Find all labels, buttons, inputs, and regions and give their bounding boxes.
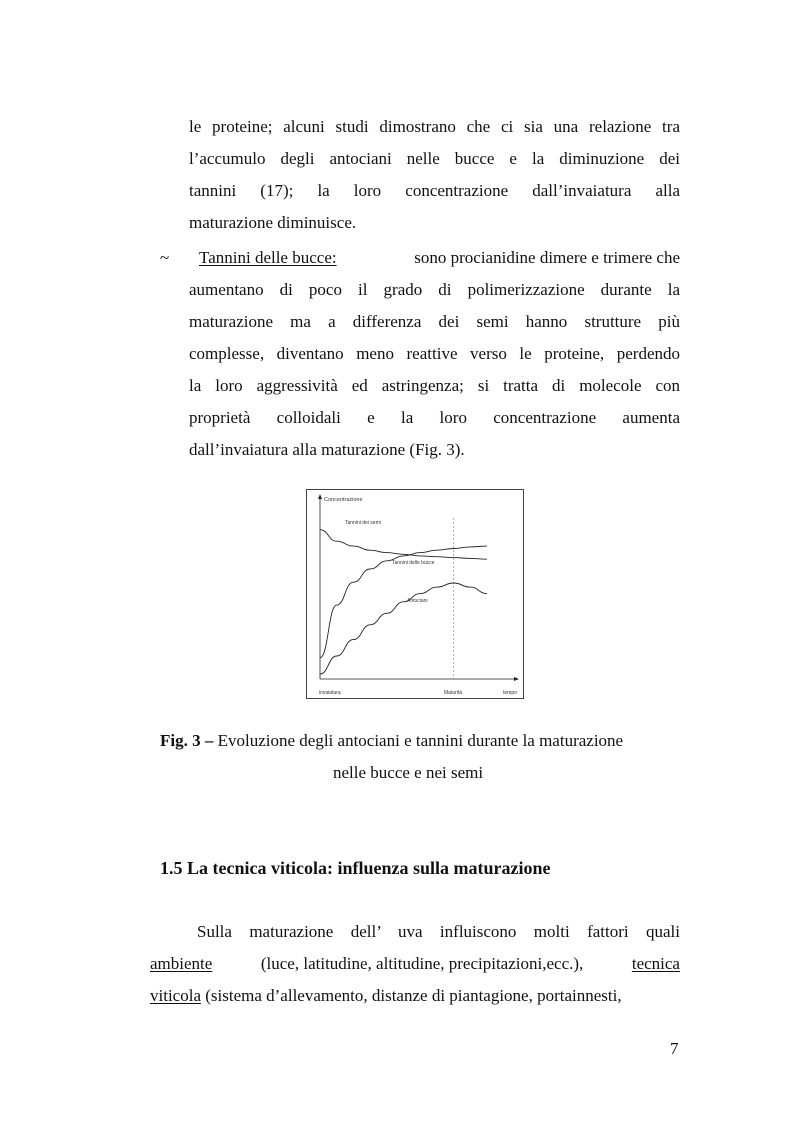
para2-line-6: proprietà colloidali e la loro concentrazione aumenta (189, 408, 680, 427)
para2-line-1-rest: sono procianidine dimere e trimere che (414, 248, 680, 267)
para1-line-2: l’accumulo degli antociani nelle bucce e la diminuzione dei (189, 149, 680, 168)
figure-caption-line-2: nelle bucce e nei semi (333, 763, 484, 782)
x-axis-arrow (514, 677, 519, 681)
para2-line-4: complesse, diventano meno reattive verso le proteine, perdendo (189, 344, 680, 363)
label-tannini-semi: Tannini dei semi (345, 520, 381, 526)
para3-line-3-rest: (sistema d’allevamento, distanze di piantagione, portainnesti, (200, 986, 622, 1005)
term-tannini-bucce: Tannini delle bucce: (199, 248, 337, 267)
term-tecnica: tecnica (631, 954, 680, 973)
chart-svg (307, 490, 523, 698)
para2-line-2: aumentano di poco il grado di polimerizzazione durante la (189, 280, 680, 299)
y-axis-arrow (318, 494, 322, 499)
bullet-symbol: ~ (160, 248, 170, 267)
para3-line-3 (150, 986, 680, 1006)
term-ambiente: ambiente (150, 954, 213, 973)
para1-line-1: le proteine; alcuni studi dimostrano che ci sia una relazione tra (189, 117, 680, 136)
para3-line-2-mid: (luce, latitudine, altitudine, precipitazioni,ecc.), (256, 954, 588, 973)
para1-line-3: tannini (17); la loro concentrazione dall’invaiatura alla (189, 181, 680, 200)
figure-caption-line-1 (160, 731, 623, 751)
para2-line-3: maturazione ma a differenza dei semi hanno strutture più (189, 312, 680, 331)
series-antociani-line (320, 583, 487, 674)
term-viticola: viticola (150, 986, 201, 1005)
x-axis-label: tempo (503, 690, 517, 696)
figure-chart (306, 489, 524, 699)
label-tannini-bucce: Tannini delle bucce (392, 560, 435, 566)
section-heading: 1.5 La tecnica viticola: influenza sulla maturazione (160, 858, 551, 878)
x-tick-maturita: Maturità (444, 690, 463, 696)
para2-line-5: la loro aggressività ed astringenza; si tratta di molecole con (189, 376, 680, 395)
para3-line-2 (150, 954, 680, 974)
series-tannini-semi-line (320, 530, 487, 560)
x-tick-invaiatura: invaiatura (319, 690, 341, 696)
caption-label: Fig. 3 (160, 731, 201, 750)
page-number: 7 (670, 1039, 679, 1058)
caption-dash: – (204, 731, 214, 750)
y-axis-label: Concentrazione (324, 497, 363, 503)
para2-line-7: dall’invaiatura alla maturazione (Fig. 3). (189, 440, 465, 459)
para1-line-4: maturazione diminuisce. (189, 213, 357, 232)
label-antociani: Antociani (407, 598, 428, 604)
caption-text-1: Evoluzione degli antociani e tannini durante la maturazione (217, 731, 624, 750)
para2-line-1 (199, 248, 680, 268)
para3-line-1: Sulla maturazione dell’ uva influiscono molti fattori quali (197, 922, 680, 941)
